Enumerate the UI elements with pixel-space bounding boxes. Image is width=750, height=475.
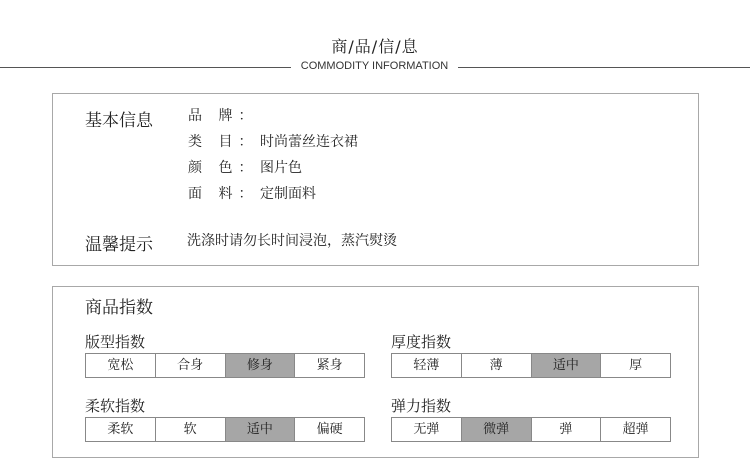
scale-option: 弹: [531, 418, 601, 441]
scale-option-selected: 微弹: [461, 418, 531, 441]
scale-option: 薄: [461, 354, 531, 377]
basic-info-label: 基本信息: [85, 111, 153, 131]
scale-option: 厚: [600, 354, 670, 377]
product-index-label: 商品指数: [85, 298, 153, 318]
fit-index-title: 版型指数: [85, 333, 146, 351]
scale-option: 轻薄: [392, 354, 461, 377]
thickness-index-title: 厚度指数: [391, 333, 452, 351]
elasticity-index-scale: [391, 417, 671, 442]
elasticity-index-title: 弹力指数: [391, 397, 452, 415]
scale-option: 合身: [155, 354, 225, 377]
divider-right: [458, 67, 750, 68]
scale-option-selected: 适中: [531, 354, 601, 377]
scale-option: 无弹: [392, 418, 461, 441]
divider-left: [0, 67, 291, 68]
tip-text: 洗涤时请勿长时间浸泡，蒸汽熨烫: [187, 233, 397, 249]
tip-label: 温馨提示: [85, 235, 153, 255]
info-key: 类 目：: [188, 134, 259, 150]
scale-option: 宽松: [86, 354, 155, 377]
info-value: 时尚蕾丝连衣裙: [260, 134, 358, 150]
softness-index-scale: [85, 417, 365, 442]
page-title: 商/品/信/息: [331, 37, 419, 56]
info-key: 颜 色：: [188, 160, 259, 176]
thickness-index-scale: [391, 353, 671, 378]
info-key: 品 牌：: [188, 108, 259, 124]
basic-info-panel: [52, 93, 699, 266]
softness-index-title: 柔软指数: [85, 397, 146, 415]
scale-option-selected: 适中: [225, 418, 295, 441]
scale-option: 偏硬: [294, 418, 364, 441]
scale-option: 超弹: [600, 418, 670, 441]
scale-option-selected: 修身: [225, 354, 295, 377]
scale-option: 柔软: [86, 418, 155, 441]
product-index-panel: [52, 286, 699, 458]
fit-index-scale: [85, 353, 365, 378]
info-key: 面 料：: [188, 186, 259, 202]
scale-option: 软: [155, 418, 225, 441]
scale-option: 紧身: [294, 354, 364, 377]
info-value: 图片色: [260, 160, 302, 176]
info-value: 定制面料: [260, 186, 316, 202]
page-subtitle: COMMODITY INFORMATION: [300, 60, 449, 72]
